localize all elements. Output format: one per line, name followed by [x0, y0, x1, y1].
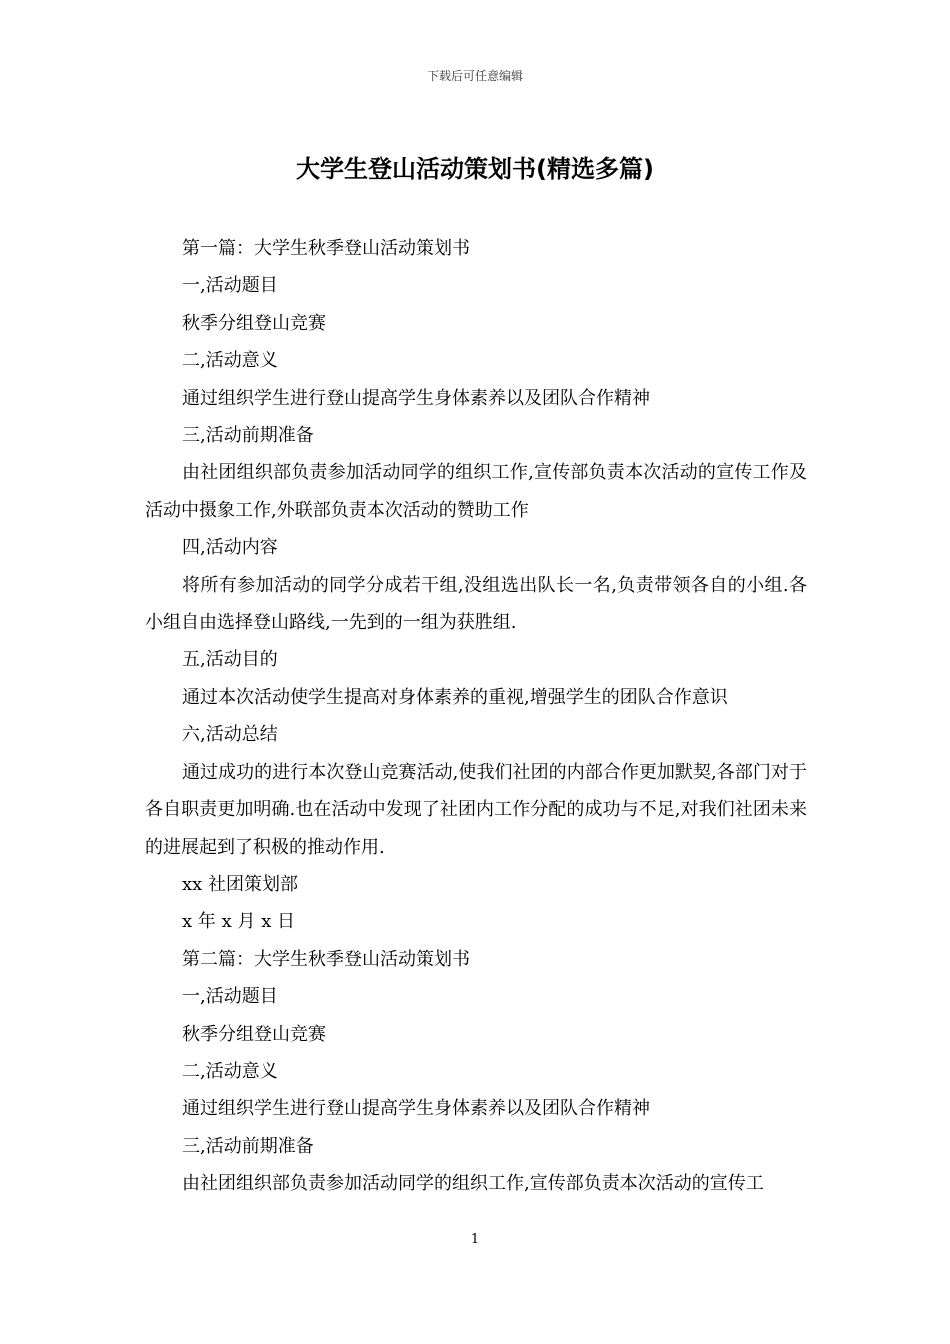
paragraph: 通过本次活动使学生提高对身体素养的重视,增强学生的团队合作意识 [182, 686, 728, 708]
paragraph: 第一篇：大学生秋季登山活动策划书 [182, 238, 470, 259]
section-heading: 三,活动前期准备 [182, 425, 314, 447]
paragraph: 通过成功的进行本次登山竞赛活动,使我们社团的内部合作更加默契,各部门对于各自职责更加明确.也在活动中发现了社团内工作分配的成功与不足,对我们社团未来的进展起到了积极的推动作用. [145, 761, 807, 858]
paragraph: 由社团组织部负责参加活动同学的组织工作,宣传部负责本次活动的宣传工作及活动中摄象工作,外联部负责本次活动的赞助工作 [145, 462, 807, 521]
paragraph: 第二篇：大学生秋季登山活动策划书 [182, 948, 470, 970]
section-heading: 一,活动题目 [182, 986, 278, 1008]
signature-date: x 年 x 月 x 日 [182, 911, 296, 933]
paragraph: 由社团组织部负责参加活动同学的组织工作,宣传部负责本次活动的宣传工 [182, 1173, 764, 1195]
page-number: 1 [470, 1232, 480, 1247]
document-body [145, 230, 807, 1203]
signature-org: xx 社团策划部 [182, 873, 299, 895]
section-heading: 六,活动总结 [182, 724, 278, 746]
section-heading: 四,活动内容 [182, 537, 278, 559]
paragraph: 秋季分组登山竞赛 [182, 1023, 326, 1045]
paragraph: 将所有参加活动的同学分成若干组,没组选出队长一名,负责带领各自的小组.各小组自由选择登山路线,一先到的一组为获胜组. [145, 574, 807, 634]
paragraph: 通过组织学生进行登山提高学生身体素养以及团队合作精神 [182, 1098, 650, 1120]
header-note: 下载后可任意编辑 [426, 69, 523, 83]
section-heading: 五,活动目的 [182, 649, 278, 671]
document-title: 大学生登山活动策划书(精选多篇) [296, 155, 654, 183]
section-heading: 二,活动意义 [182, 1060, 278, 1082]
paragraph: 通过组织学生进行登山提高学生身体素养以及团队合作精神 [182, 387, 650, 409]
section-heading: 三,活动前期准备 [182, 1135, 314, 1157]
paragraph: 秋季分组登山竞赛 [182, 312, 326, 334]
section-heading: 二,活动意义 [182, 350, 278, 372]
section-heading: 一,活动题目 [182, 275, 278, 297]
